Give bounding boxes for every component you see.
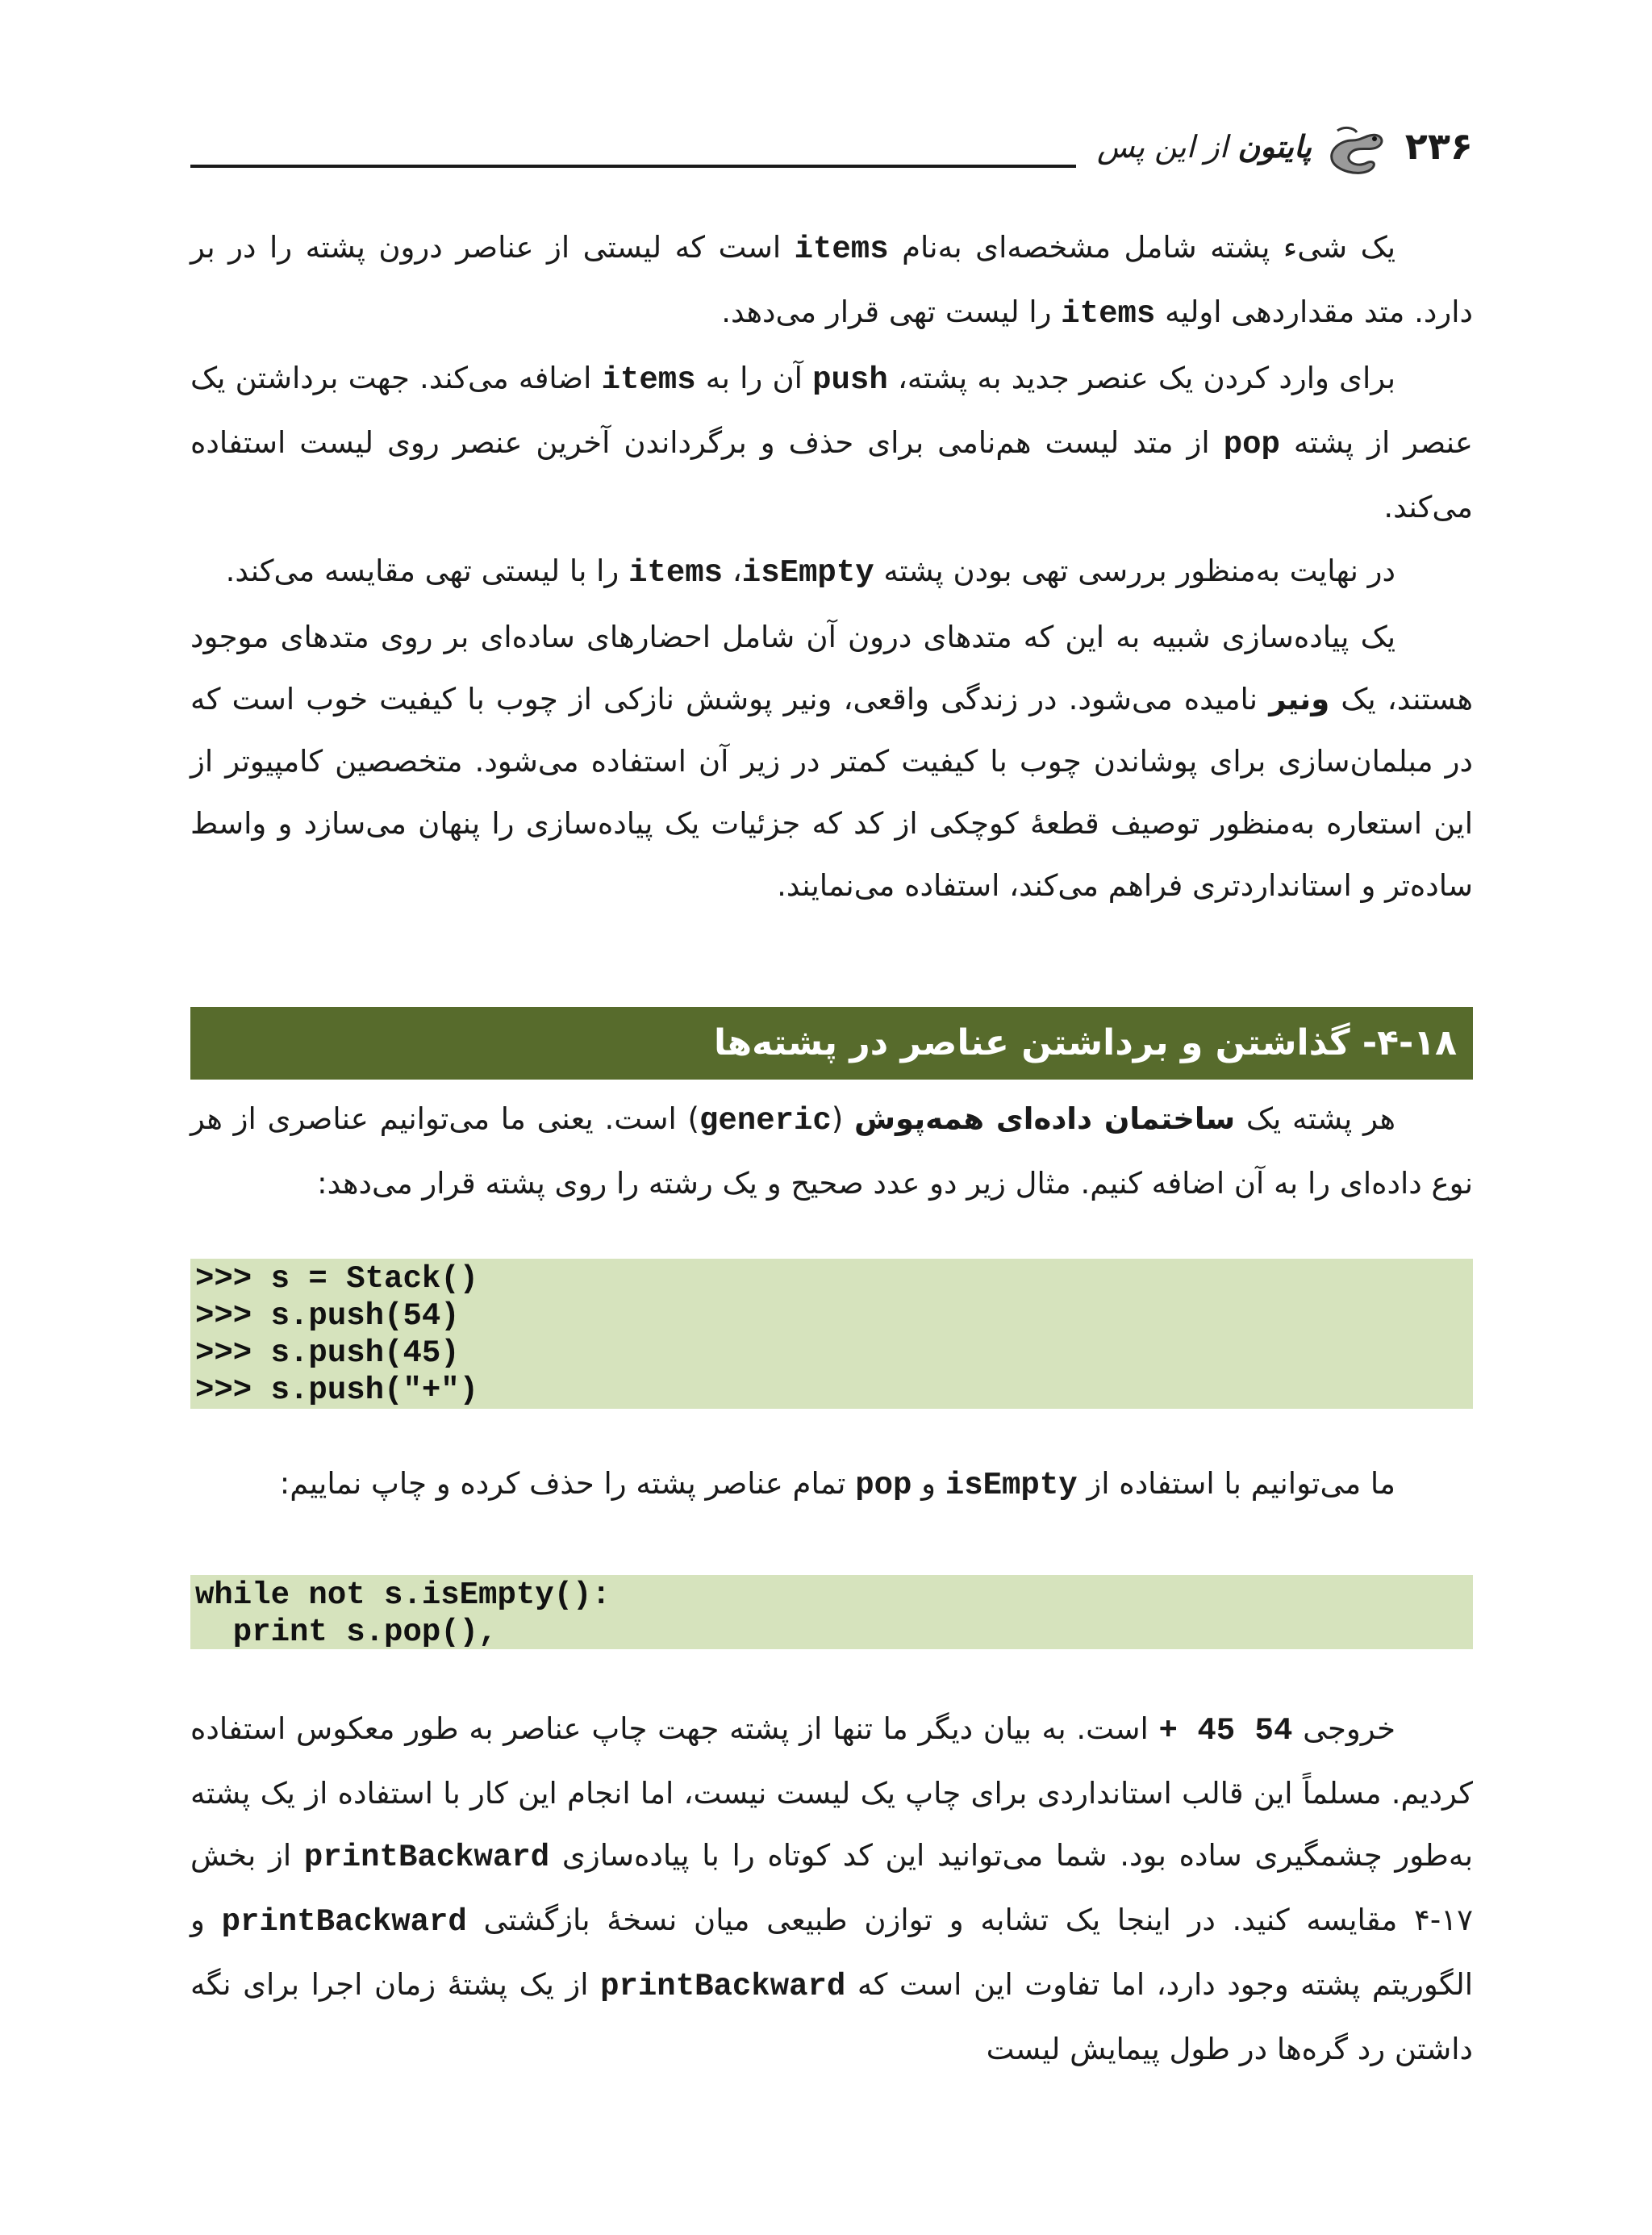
book-title-prefix: از این پس [1097,129,1229,165]
section-heading: ۴-۱۸- گذاشتن و برداشتن عناصر در پشته‌ها [714,1022,1457,1063]
inline-code: push [812,362,888,398]
text-run: برای وارد کردن یک عنصر جدید به پشته، [887,361,1395,395]
code-block-push [190,1259,1473,1409]
snake-mascot-icon [1321,121,1389,178]
text-run: یک پیاده‌سازی شبیه به این که متدهای درون آن شامل احضارهای ساده‌ای بر روی متدهای موجود هستند، یک [190,620,1474,716]
paragraph [190,1088,1473,1214]
text-run: تمام عناصر پشته را حذف کرده و چاپ نماییم: [279,1466,856,1501]
text-run: در نهایت به‌منظور بررسی تهی بودن پشته [874,554,1395,588]
text-run: ، [723,554,742,588]
body-text-pop [190,1452,1473,1517]
book-title-bold: پایتون [1237,129,1312,165]
text-run: را با لیستی تهی مقایسه می‌کند. [225,554,629,588]
inline-code: pop [855,1468,912,1503]
inline-code: isEmpty [945,1468,1078,1503]
text-run: و [912,1466,945,1501]
text-run: و الگوریتم پشته وجود دارد، اما تفاوت این است که [190,1903,1473,2002]
inline-code: printBackward [600,1969,846,2004]
paragraph [190,540,1473,604]
text-run: ما می‌توانیم با استفاده از [1077,1466,1395,1501]
inline-code: items [628,555,724,591]
paragraph [190,347,1473,538]
code-line: >>> s.push(45) [195,1335,460,1371]
text-run: را لیست تهی قرار می‌دهد. [721,295,1062,329]
text-run: از بخش ۱۷-۴ مقایسه کنید. در اینجا یک تشابه و توازن طبیعی میان نسخهٔ بازگشتی [190,1838,1473,1937]
inline-code: printBackward [303,1840,550,1875]
inline-code: items [794,232,889,267]
inline-code: isEmpty [741,555,874,591]
code-line: >>> s.push(54) [195,1298,460,1334]
inline-code: printBackward [221,1904,467,1940]
paragraph [190,1452,1473,1517]
code-block-push-content [190,1259,1473,1409]
text-run: خروجی [1292,1711,1395,1746]
code-line: >>> s = Stack() [195,1261,479,1297]
body-text-top [190,216,1473,917]
bold-term: ساختمان داده‌ای همه‌پوش [853,1101,1236,1136]
text-run: نامیده می‌شود. در زندگی واقعی، ونیر پوشش نازکی از چوب با کیفیت خوب است که در مبلمان‌سازی برای پوشاندن چوب با کیفیت کمتر در زیر آن استفاده می‌شود. متخصصین کامپیوتر از این استعاره به‌منظور توصیف قطعهٔ کوچکی از کد که جزئیات یک پیاده‌سازی را پنهان می‌سازد و واسط ساده‌تر و استانداردتری فراهم می‌کند، استفاده می‌نمایند. [190,682,1473,903]
book-title [1097,129,1312,165]
paragraph [190,216,1473,345]
text-run: است. به بیان دیگر ما تنها از پشته جهت چاپ عناصر به طور معکوس استفاده کردیم. مسلماً این قالب استانداردی برای چاپ یک لیست نیست، اما انجام این کار با استفاده از یک پشته به‌طور چشمگیری ساده بود. شما می‌توانید این کد کوتاه را با پیاده‌سازی [190,1711,1473,1873]
inline-code: + 45 54 [1158,1713,1293,1748]
text-run: از متد لیست هم‌نامی برای حذف و برگرداندن آخرین عنصر روی لیست استفاده می‌کند. [190,425,1473,524]
code-block-while-content [190,1575,1473,1651]
inline-code: generic [699,1103,832,1138]
paragraph [190,1698,1473,2080]
text-run: هر پشته یک [1235,1101,1395,1136]
text-run: یک شیء پشته شامل مشخصه‌ای به‌نام [888,230,1395,265]
running-header [190,121,1473,178]
inline-code: items [1061,296,1156,332]
text-run: اضافه می‌کند. جهت برداشتن یک عنصر از پشته [190,361,1474,460]
page-number: ۲۳۶ [1404,124,1473,168]
code-block-while [190,1575,1473,1649]
inline-code: pop [1223,427,1280,462]
body-text-bottom [190,1698,1473,2080]
paragraph [190,606,1473,917]
section-heading-bar [190,1007,1473,1080]
inline-code: items [601,362,696,398]
bold-term: ونیر [1269,682,1330,716]
text-run: ( [831,1101,854,1136]
text-run: است که لیستی از عناصر درون پشته را در بر دارد. متد مقداردهی اولیه [190,230,1473,329]
code-line: print s.pop(), [195,1615,498,1650]
code-line: while not s.isEmpty(): [195,1577,611,1613]
code-line: >>> s.push("+") [195,1372,479,1408]
header-rule [190,165,1076,168]
text-run: از یک پشتهٔ زمان اجرا برای نگه داشتن رد گره‌ها در طول پیمایش لیست [190,1967,1473,2066]
body-text-generic [190,1088,1473,1214]
text-run: آن را به [695,361,813,395]
text-run: ) است. یعنی ما می‌توانیم عناصری از هر نوع داده‌ای را به آن اضافه کنیم. مثال زیر دو عدد صحیح و یک رشته را روی پشته قرار می‌دهد: [190,1101,1473,1201]
